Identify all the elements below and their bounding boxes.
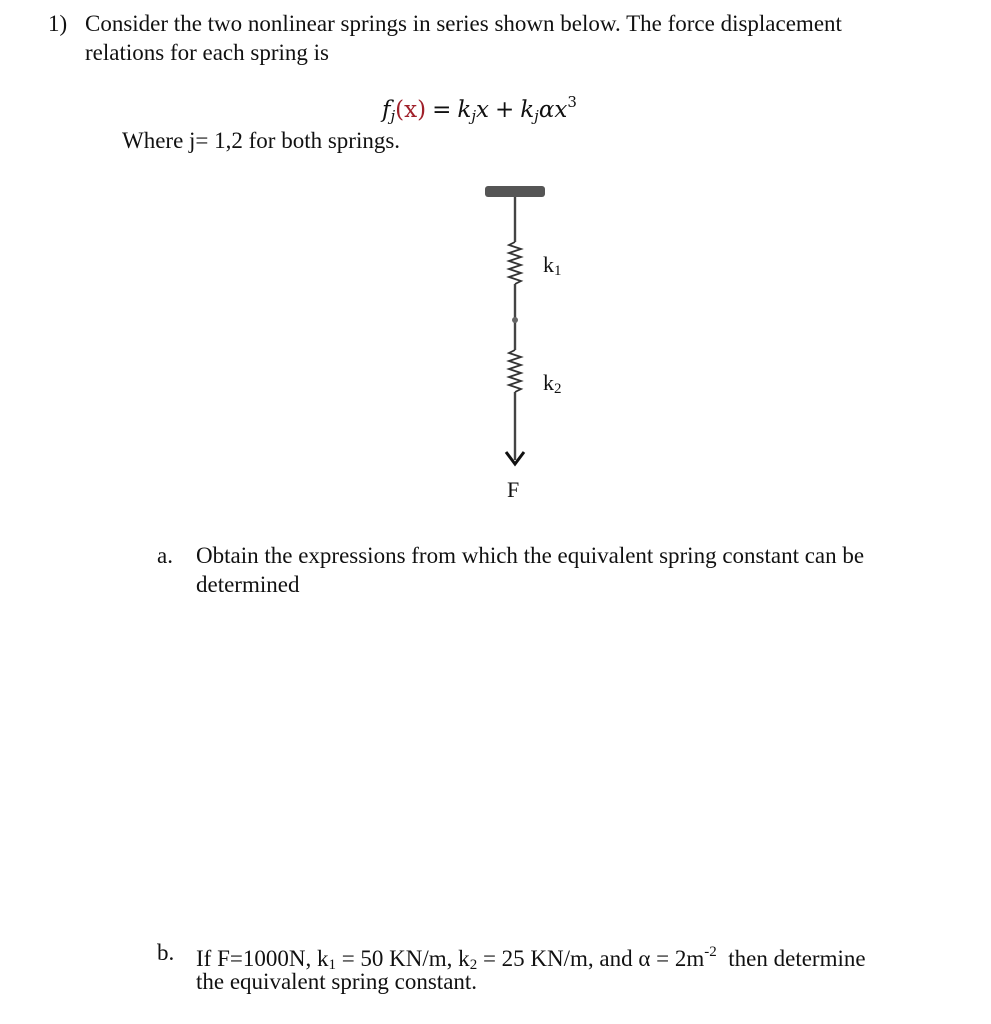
question-text-line-1: Consider the two nonlinear springs in series shown below. The force displacement — [85, 11, 842, 36]
formula-exponent: 3 — [567, 93, 577, 111]
series-node — [512, 317, 518, 323]
part-b-text-line-2: the equivalent spring constant. — [196, 969, 478, 994]
formula-k-linear-subscript: j — [471, 107, 476, 125]
spring-diagram — [470, 180, 590, 500]
force-displacement-formula — [382, 93, 577, 125]
spring-1-label-subscript: 1 — [554, 263, 562, 279]
part-a-text-line-1: Obtain the expressions from which the equivalent spring constant can be — [196, 543, 865, 568]
formula-k-linear: k — [457, 97, 472, 123]
part-a-letter: a. — [157, 543, 173, 568]
part-b-alpha-exponent: -2 — [704, 944, 717, 960]
part-a-text-line-2: determined — [196, 572, 300, 597]
formula-f-subscript: j — [390, 107, 396, 125]
formula-f: f — [382, 97, 391, 123]
part-b-k2-subscript: 2 — [469, 957, 478, 973]
part-b-k1-subscript: 1 — [328, 957, 336, 973]
question-number: 1) — [48, 11, 68, 36]
formula-k-cubic-subscript: j — [534, 107, 539, 125]
part-b-instruction: then determine — [716, 946, 866, 971]
where-statement: Where j= 1,2 for both springs. — [122, 128, 401, 153]
question-text-line-2: relations for each spring is — [85, 40, 329, 65]
part-b-given-force: If F=1000N, k — [196, 946, 329, 971]
formula-plus: + — [494, 97, 515, 123]
part-b-given-k2-alpha: = 25 KN/m, and α = 2m — [477, 946, 705, 971]
spring-diagram-svg — [470, 180, 590, 500]
formula-argument: (x) — [395, 97, 427, 123]
spring-1-label — [543, 252, 562, 280]
spring-1-label-base: k — [543, 252, 554, 277]
formula-equals: = — [432, 97, 452, 123]
force-label: F — [507, 477, 520, 502]
formula-k-cubic: k — [520, 97, 535, 123]
part-b-given-k1: = 50 KN/m, k — [335, 946, 470, 971]
spring-2-coil — [509, 350, 521, 392]
spring-2-label — [543, 370, 562, 398]
ceiling-support — [485, 186, 545, 197]
formula-x: x — [475, 97, 489, 123]
spring-2-label-base: k — [543, 370, 554, 395]
spring-2-label-subscript: 2 — [554, 381, 562, 397]
spring-1-coil — [509, 242, 521, 284]
formula-alpha-x: αx — [538, 97, 568, 123]
part-b-letter: b. — [157, 940, 175, 965]
